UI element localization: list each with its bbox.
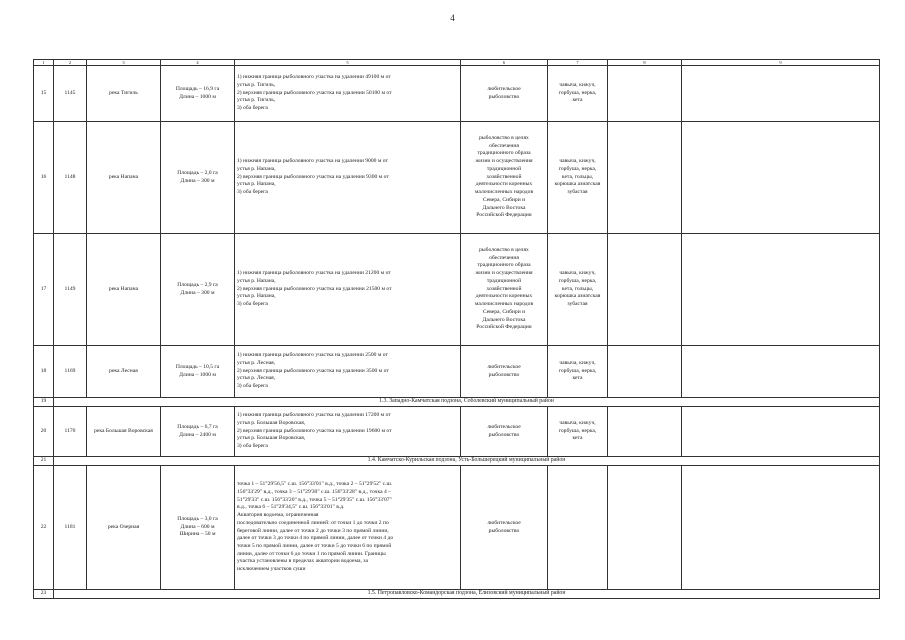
header-cell: 5 [235,60,461,66]
row-number: 17 [34,234,54,346]
table-row [34,466,880,590]
boundary-description: 1) нижняя граница рыболовного участка на удалении 2500 м от устья р. Лесная, 2) верхняя граница рыболовного участка на удалении 3500 м от устья р. Лесная, 3) оба берега [235,346,461,398]
row-number: 16 [34,122,54,234]
empty-cell [608,122,682,234]
empty-cell [608,234,682,346]
empty-cell [608,346,682,398]
boundary-description: 1) нижняя граница рыболовного участка на удалении 21200 м от устья р. Напана, 2) верхняя граница рыболовного участка на удалении 21500 м от устья р. Напана, 3) оба берега [235,234,461,346]
water-body-name: река Напана [87,122,161,234]
boundary-description: 1) нижняя граница рыболовного участка на удалении 49100 м от устья р. Тигиль, 2) верхняя граница рыболовного участка на удалении 50100 м от устья р. Тигиль, 3) оба берега [235,66,461,122]
empty-cell [608,407,682,457]
section-title: 1.5. Петропавловско-Командорская подзона, Елизовский муниципальный район [54,590,880,599]
section-title: 1.4. Камчатско-Курильская подзона, Усть-Большерецкий муниципальный район [54,457,880,466]
empty-cell [682,66,880,122]
area-code: 1169 [54,346,87,398]
area-size: Площадь – 3,0 га Длина – 600 м Ширина – 50 м [161,466,235,590]
table-row [34,122,880,234]
fish-species: чавыча, кижуч, горбуша, нерка, кета, гольцы, корюшка азиатская зубастая [548,234,608,346]
table-row [34,346,880,398]
table-row [34,407,880,457]
fishing-purpose: любительское рыболовство [461,346,548,398]
fishing-purpose: любительское рыболовство [461,466,548,590]
row-number: 22 [34,466,54,590]
header-cell: 6 [461,60,548,66]
row-number: 21 [34,457,54,466]
area-code: 1148 [54,122,87,234]
empty-cell [682,346,880,398]
row-number: 23 [34,590,54,599]
row-number: 19 [34,398,54,407]
water-body-name: река Большая Воровская [87,407,161,457]
fishing-purpose: рыболовство в целях обеспечения традиционного образа жизни и осуществления традиционной хозяйственной деятельности коренных малочисленных народов Севера, Сибири и Дальнего Востока Российской Федерации [461,122,548,234]
water-body-name: река Напана [87,234,161,346]
empty-cell [682,466,880,590]
area-size: Площадь – 2,9 га Длина – 300 м [161,234,235,346]
empty-cell [682,122,880,234]
fishing-areas-table [33,59,880,599]
table-row [34,234,880,346]
header-cell: 3 [87,60,161,66]
section-title: 1.3. Западно-Камчатская подзона, Соболевский муниципальный район [54,398,880,407]
row-number: 15 [34,66,54,122]
boundary-description: 1) нижняя граница рыболовного участка на удалении 9000 м от устья р. Напана, 2) верхняя граница рыболовного участка на удалении 9300 м от устья р. Напана, 3) оба берега [235,122,461,234]
row-number: 20 [34,407,54,457]
area-code: 1181 [54,466,87,590]
fishing-purpose: рыболовство в целях обеспечения традиционного образа жизни и осуществления традиционной хозяйственной деятельности коренных малочисленных народов Севера, Сибири и Дальнего Востока Российской Федерации [461,234,548,346]
row-number: 18 [34,346,54,398]
water-body-name: река Лесная [87,346,161,398]
page-number: 4 [450,13,455,23]
area-size: Площадь – 16,9 га Длина – 1000 м [161,66,235,122]
area-size: Площадь – 2,0 га Длина – 300 м [161,122,235,234]
area-code: 1145 [54,66,87,122]
empty-cell [682,407,880,457]
header-cell: 9 [682,60,880,66]
fish-species: чавыча, кижуч, горбуша, нерка, кета [548,346,608,398]
header-cell: 1 [34,60,54,66]
empty-cell [682,234,880,346]
header-cell: 7 [548,60,608,66]
fish-species: чавыча, кижуч, горбуша, нерка, кета [548,66,608,122]
empty-cell [608,66,682,122]
fish-species [548,466,608,590]
area-code: 1149 [54,234,87,346]
section-row [34,457,880,466]
section-row [34,590,880,599]
water-body-name: река Тигиль [87,66,161,122]
header-cell: 4 [161,60,235,66]
water-body-name: река Озерная [87,466,161,590]
area-size: Площадь – 6,7 га Длина – 2400 м [161,407,235,457]
fishing-purpose: любительское рыболовство [461,407,548,457]
header-cell: 2 [54,60,87,66]
fishing-purpose: любительское рыболовство [461,66,548,122]
fish-species: чавыча, кижуч, горбуша, нерка, кета [548,407,608,457]
empty-cell [608,466,682,590]
fish-species: чавыча, кижуч, горбуша, нерка, кета, гольцы, корюшка азиатская зубастая [548,122,608,234]
boundary-description: 1) нижняя граница рыболовного участка на удалении 17200 м от устья р. Большая Воровская, 2) верхняя граница рыболовного участка на удалении 19600 м от устья р. Большая Воровская, 3) оба берега [235,407,461,457]
header-cell: 8 [608,60,682,66]
area-size: Площадь – 10,5 га Длина – 1000 м [161,346,235,398]
area-code: 1170 [54,407,87,457]
boundary-description: точка 1 – 51°29'56,5" с.ш. 156°33'01" в.д., точка 2 – 51°29'52" с.ш. 156°33'29" в.д., точка 3 – 51°29'30" с.ш. 156°33'28" в.д., точка 4 – 51°29'33" с.ш. 156°33'20" в.д., точка 5 – 51°29'35" с.ш. 156°33'07" в.д., точка 6 – 51°29'34,5" с.ш. 156°33'01" в.д. Акватория водоема, ограниченная последовательно соединенной линией: от точки 1 до точки 2 по береговой линии, далее от точки 2 до точки 3 по прямой линии, далее от точки 3 до точки 4 по прямой линии, далее от точки 4 до точки 5 по прямой линии, далее от точки 5 до точки 6 по прямой линии, далее от точки 6 до точки 1 по прямой линии. Границы участка установлены в пределах акватории водоема, за исключением участков суши [235,466,461,590]
table-row [34,66,880,122]
section-row [34,398,880,407]
